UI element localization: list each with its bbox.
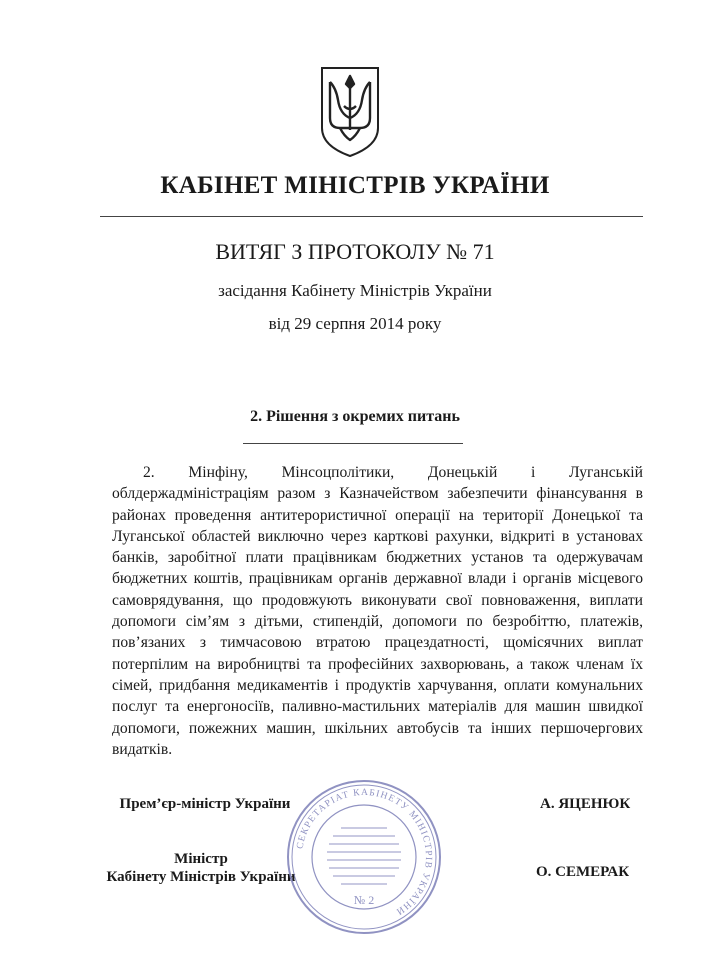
protocol-title: ВИТЯГ З ПРОТОКОЛУ № 71 <box>215 239 495 264</box>
meeting-subtitle: засідання Кабінету Міністрів України <box>218 281 492 300</box>
organization-title: КАБІНЕТ МІНІСТРІВ УКРАЇНИ <box>160 172 550 199</box>
header-divider <box>100 216 643 217</box>
signatory-role-minister-line2: Кабінету Міністрів України <box>106 869 296 885</box>
seal-number: № 2 <box>353 893 375 907</box>
signatory-role-minister <box>90 850 312 886</box>
signatory-name-minister: О. СЕМЕРАК <box>536 864 630 880</box>
seal-ring-text: СЕКРЕТАРІАТ КАБІНЕТУ МІНІСТРІВ УКРАЇНИ <box>295 787 434 917</box>
signatory-name-prime-minister: А. ЯЦЕНЮК <box>540 796 631 812</box>
protocol-date: від 29 серпня 2014 року <box>268 314 442 333</box>
signatory-role-minister-line1: Міністр <box>174 851 228 867</box>
body-paragraph: 2. Мінфіну, Мінсоцполітики, Донецькій і Луганській облдержадміністраціям разом з Казначейством забезпечити фінансування в районах проведення антитерористичної операції на території Донецької та Луганської областей виключно через карткові рахунки, відкриті в установах банків, заробітної плати працівникам бюджетних установ та одержувачам бюджетних коштів, працівникам органів державної влади і органів місцевого самоврядування, що продовжують виконувати свої повноваження, виплати допомоги сім’ям з дітьми, стипендій, допомоги по безробіттю, платежів, пов’язаних з тимчасовою втратою працездатності, щомісячних виплат потерпілим на виробництві та професійних захворювань, а також членам їх сімей, придбання медикаментів і продуктів харчування, оплати комунальних послуг та енергоносіїв, паливно-мастильних матеріалів для машин швидкої допомоги, пожежних машин, шкільних автобусів та інших першочергових видатків. <box>112 464 643 758</box>
trident-icon <box>318 66 382 158</box>
official-seal-stamp <box>283 776 445 938</box>
section-heading: 2. Рішення з окремих питань <box>250 408 460 425</box>
signatory-role-prime-minister: Прем’єр-міністр України <box>119 796 291 812</box>
section-divider <box>243 443 463 444</box>
